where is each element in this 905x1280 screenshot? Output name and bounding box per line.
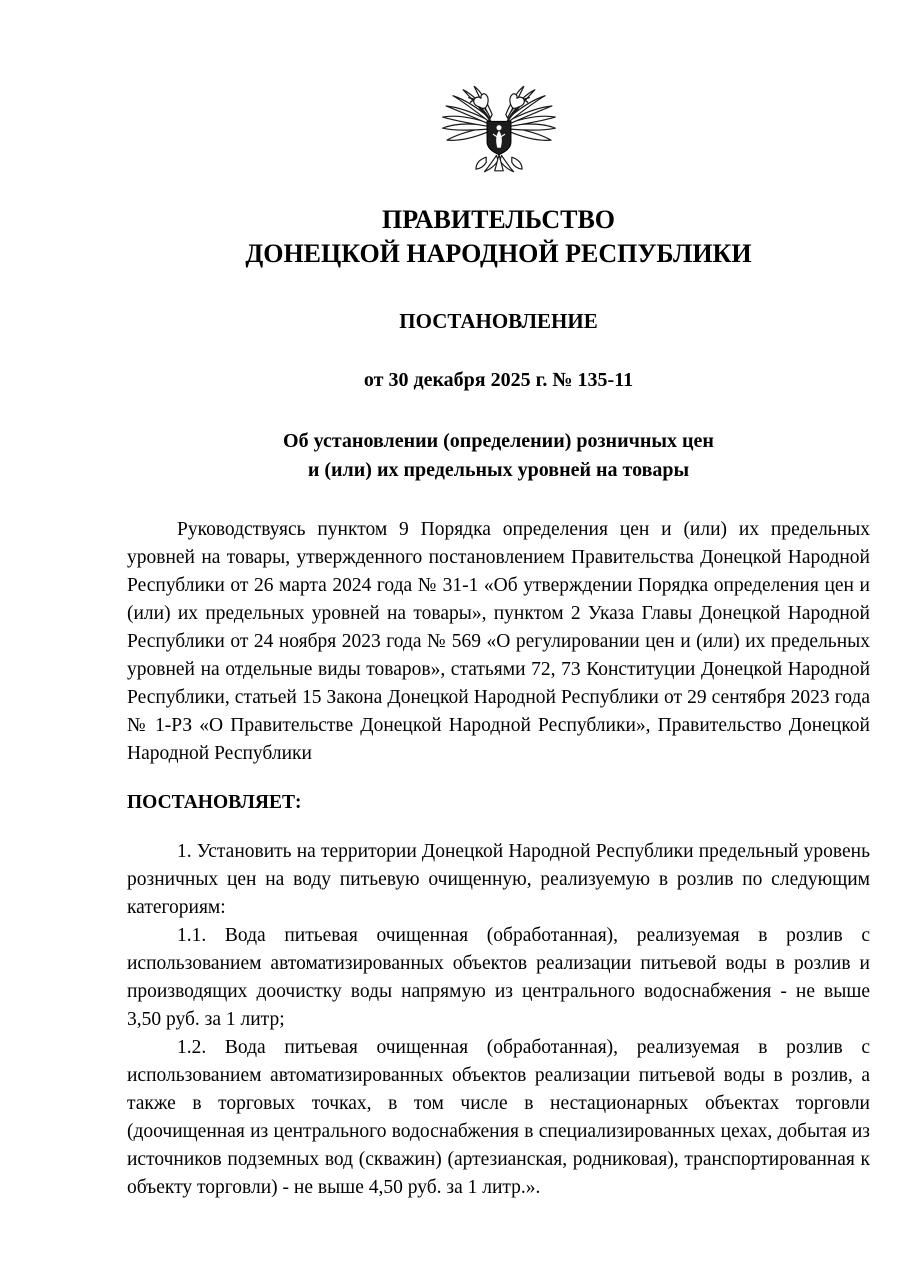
preamble-paragraph: Руководствуясь пунктом 9 Порядка определения цен и (или) их предельных уровней на товары, утвержденного постановлением Правительства Донецкой Народной Республики от 26 марта 2024 года № 31-1 «Об утверждении Порядка определения цен и (или) их предельных уровней на товары», пунктом 2 Указа Главы Донецкой Народной Республики от 24 ноября 2023 года № 569 «О регулировании цен и (или) их предельных уровней на отдельные виды товаров», статьями 72, 73 Конституции Донецкой Народной Республики, статьей 15 Закона Донецкой Народной Республики от 29 сентября 2023 года № 1-РЗ «О Правительстве Донецкой Народной Республики», Правительство Донецкой Народной Республики [127,519,870,764]
item-1-1-paragraph: 1.1. Вода питьевая очищенная (обработанная), реализуемая в розлив с использованием автоматизированных объектов реализации питьевой воды в розлив и производящих доочистку воды напрямую из центрального водоснабжения - не выше 3,50 руб. за 1 литр; [127,925,870,1030]
item-1-2-paragraph: 1.2. Вода питьевая очищенная (обработанная), реализуемая в розлив с использованием автоматизированных объектов реализации питьевой воды в розлив, а также в торговых точках, в том числе в нестационарных объектах торговли (доочищенная из центрального водоснабжения в специализированных цехах, добытая из источников подземных вод (скважин) (артезианская, родниковая), транспортированная к объекту торговли) - не выше 4,50 руб. за 1 литр.». [127,1037,870,1198]
doc-type-heading: ПОСТАНОВЛЕНИЕ [399,309,598,333]
dnr-coat-of-arms-icon [435,83,563,187]
org-name-line2: ДОНЕЦКОЙ НАРОДНОЙ РЕСПУБЛИКИ [245,239,752,268]
date-number-line: от 30 декабря 2025 г. № 135-11 [363,369,634,391]
org-name-line1: ПРАВИТЕЛЬСТВО [381,205,616,234]
org-name [127,203,870,271]
item-1-paragraph: 1. Установить на территории Донецкой Народной Республики предельный уровень розничных цен на воду питьевую очищенную, реализуемую в розлив по следующим категориям: [127,841,870,918]
subject-heading [127,427,870,485]
subject-line1: Об установлении (определении) розничных цен [283,430,714,452]
subject-line2: и (или) их предельных уровней на товары [307,459,690,481]
resolves-heading: ПОСТАНОВЛЯЕТ: [127,792,302,813]
